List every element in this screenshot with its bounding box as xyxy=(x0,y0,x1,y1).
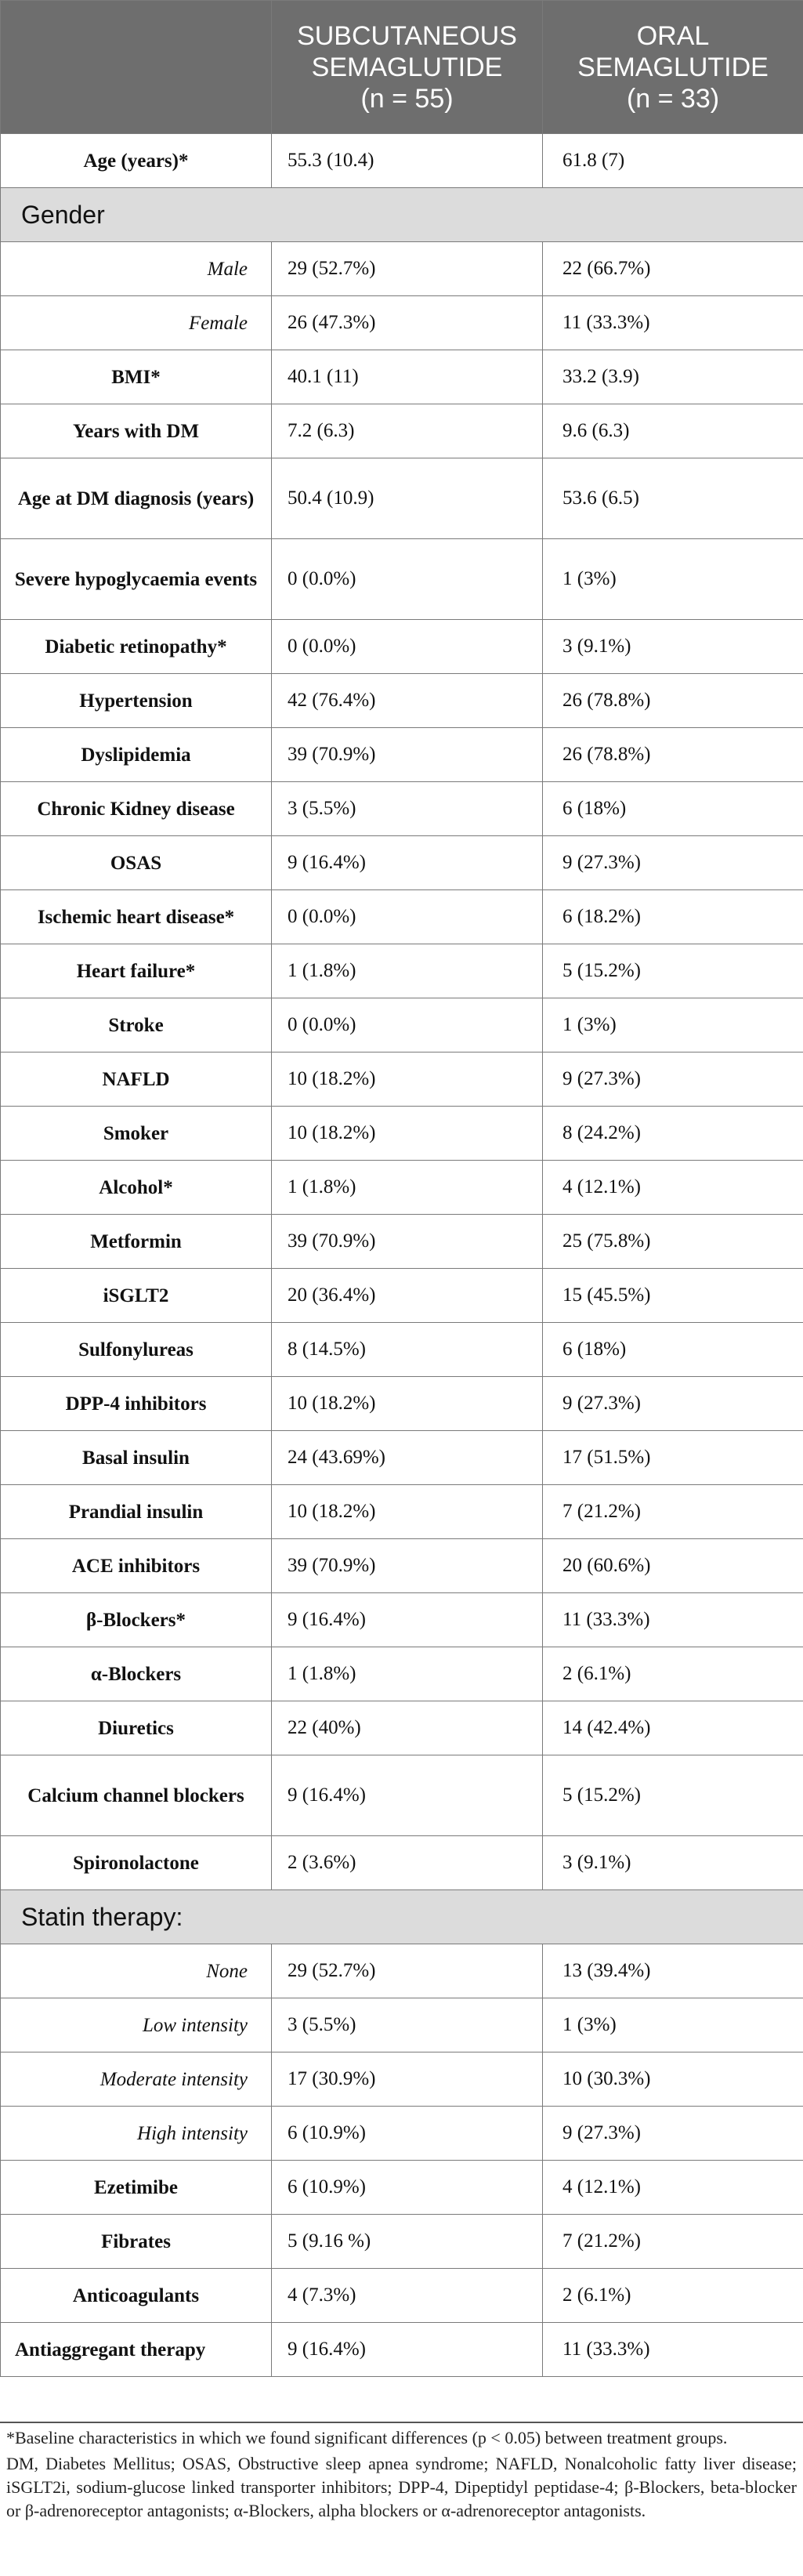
table-row xyxy=(1,728,803,782)
row-label: None xyxy=(1,1944,272,1998)
subcutaneous-value: 0 (0.0%) xyxy=(272,620,543,674)
table-row xyxy=(1,2161,803,2215)
section-fill xyxy=(272,188,803,242)
subcutaneous-value: 55.3 (10.4) xyxy=(272,134,543,188)
row-label: Hypertension xyxy=(1,674,272,728)
table-row xyxy=(1,782,803,836)
subcutaneous-value: 9 (16.4%) xyxy=(272,2323,543,2377)
row-label: Dyslipidemia xyxy=(1,728,272,782)
footnote-abbreviations: DM, Diabetes Mellitus; OSAS, Obstructive sleep apnea syndrome; NAFLD, Nonalcoholic fatty liver disease; iSGLT2i, sodium-glucose linked transporter inhibitors; DPP-4, Dipeptidyl peptidase-4; β-Blockers, beta-blocker or β-adrenoreceptor antagonists; α-Blockers, alpha blockers or α-adrenoreceptor antagonists. xyxy=(6,2454,797,2520)
row-label: DPP-4 inhibitors xyxy=(1,1377,272,1431)
oral-value: 7 (21.2%) xyxy=(543,2215,803,2269)
table-header xyxy=(1,1,803,134)
row-label: Spironolactone xyxy=(1,1836,272,1890)
subcutaneous-value: 42 (76.4%) xyxy=(272,674,543,728)
table-row xyxy=(1,1431,803,1485)
oral-value: 4 (12.1%) xyxy=(543,2161,803,2215)
subcutaneous-value: 9 (16.4%) xyxy=(272,1593,543,1647)
oral-value: 61.8 (7) xyxy=(543,134,803,188)
row-label: Years with DM xyxy=(1,404,272,458)
oral-value: 6 (18.2%) xyxy=(543,890,803,944)
table-row xyxy=(1,458,803,539)
table-row xyxy=(1,674,803,728)
subcutaneous-value: 8 (14.5%) xyxy=(272,1323,543,1377)
table-row xyxy=(1,1998,803,2052)
table-row xyxy=(1,1485,803,1539)
subcutaneous-value: 29 (52.7%) xyxy=(272,242,543,296)
oral-value: 9 (27.3%) xyxy=(543,1053,803,1107)
oral-value: 11 (33.3%) xyxy=(543,1593,803,1647)
subcutaneous-value: 39 (70.9%) xyxy=(272,1215,543,1269)
oral-value: 22 (66.7%) xyxy=(543,242,803,296)
subcutaneous-value: 7.2 (6.3) xyxy=(272,404,543,458)
row-label: Diuretics xyxy=(1,1701,272,1755)
table-row xyxy=(1,1836,803,1890)
subcutaneous-value: 29 (52.7%) xyxy=(272,1944,543,1998)
oral-value: 1 (3%) xyxy=(543,1998,803,2052)
row-label: BMI* xyxy=(1,350,272,404)
oral-value: 53.6 (6.5) xyxy=(543,458,803,539)
section-fill xyxy=(272,1890,803,1944)
oral-value: 1 (3%) xyxy=(543,998,803,1053)
oral-value: 2 (6.1%) xyxy=(543,1647,803,1701)
row-label: Fibrates xyxy=(1,2215,272,2269)
table-row xyxy=(1,1755,803,1836)
row-label: High intensity xyxy=(1,2107,272,2161)
row-label: Alcohol* xyxy=(1,1161,272,1215)
subcutaneous-value: 0 (0.0%) xyxy=(272,890,543,944)
subcutaneous-value: 5 (9.16 %) xyxy=(272,2215,543,2269)
row-label: Smoker xyxy=(1,1107,272,1161)
section-label: Gender xyxy=(1,188,272,242)
row-label: Basal insulin xyxy=(1,1431,272,1485)
row-label: Diabetic retinopathy* xyxy=(1,620,272,674)
table-body xyxy=(1,134,803,2377)
row-label: Stroke xyxy=(1,998,272,1053)
row-label: Heart failure* xyxy=(1,944,272,998)
subcutaneous-value: 39 (70.9%) xyxy=(272,728,543,782)
subcutaneous-value: 3 (5.5%) xyxy=(272,782,543,836)
subcutaneous-value: 10 (18.2%) xyxy=(272,1377,543,1431)
header-subcutaneous: SUBCUTANEOUS SEMAGLUTIDE (n = 55) xyxy=(272,1,543,134)
table-row xyxy=(1,539,803,620)
oral-value: 1 (3%) xyxy=(543,539,803,620)
section-label: Statin therapy: xyxy=(1,1890,272,1944)
row-label: Sulfonylureas xyxy=(1,1323,272,1377)
table-row xyxy=(1,1944,803,1998)
oral-value: 9 (27.3%) xyxy=(543,836,803,890)
oral-value: 13 (39.4%) xyxy=(543,1944,803,1998)
oral-value: 3 (9.1%) xyxy=(543,620,803,674)
section-header-row xyxy=(1,188,803,242)
oral-value: 6 (18%) xyxy=(543,782,803,836)
table-row xyxy=(1,1593,803,1647)
table-row xyxy=(1,944,803,998)
row-label: Ezetimibe xyxy=(1,2161,272,2215)
row-label: Calcium channel blockers xyxy=(1,1755,272,1836)
row-label: Female xyxy=(1,296,272,350)
subcutaneous-value: 9 (16.4%) xyxy=(272,1755,543,1836)
oral-value: 7 (21.2%) xyxy=(543,1485,803,1539)
table-row xyxy=(1,890,803,944)
subcutaneous-value: 9 (16.4%) xyxy=(272,836,543,890)
subcutaneous-value: 6 (10.9%) xyxy=(272,2107,543,2161)
table-row xyxy=(1,1377,803,1431)
row-label: Prandial insulin xyxy=(1,1485,272,1539)
oral-value: 2 (6.1%) xyxy=(543,2269,803,2323)
table-row xyxy=(1,1269,803,1323)
oral-value: 9 (27.3%) xyxy=(543,2107,803,2161)
table-row xyxy=(1,1323,803,1377)
table-row xyxy=(1,1053,803,1107)
header-blank-cell xyxy=(1,1,272,134)
oral-value: 33.2 (3.9) xyxy=(543,350,803,404)
oral-value: 20 (60.6%) xyxy=(543,1539,803,1593)
footnote-significance: *Baseline characteristics in which we found significant differences (p < 0.05) between treatment groups. xyxy=(6,2428,728,2447)
oral-value: 5 (15.2%) xyxy=(543,944,803,998)
row-label: Male xyxy=(1,242,272,296)
subcutaneous-value: 22 (40%) xyxy=(272,1701,543,1755)
row-label: Antiaggregant therapy xyxy=(1,2323,272,2377)
row-label: Chronic Kidney disease xyxy=(1,782,272,836)
oral-value: 9.6 (6.3) xyxy=(543,404,803,458)
row-label: Moderate intensity xyxy=(1,2052,272,2107)
subcutaneous-value: 39 (70.9%) xyxy=(272,1539,543,1593)
row-label: Low intensity xyxy=(1,1998,272,2052)
row-label: Ischemic heart disease* xyxy=(1,890,272,944)
oral-value: 11 (33.3%) xyxy=(543,2323,803,2377)
table-row xyxy=(1,2323,803,2377)
oral-value: 8 (24.2%) xyxy=(543,1107,803,1161)
subcutaneous-value: 40.1 (11) xyxy=(272,350,543,404)
subcutaneous-value: 26 (47.3%) xyxy=(272,296,543,350)
table-row xyxy=(1,296,803,350)
oral-value: 5 (15.2%) xyxy=(543,1755,803,1836)
table-row xyxy=(1,1161,803,1215)
table-row xyxy=(1,2107,803,2161)
oral-value: 11 (33.3%) xyxy=(543,296,803,350)
header-oral: ORAL SEMAGLUTIDE (n = 33) xyxy=(543,1,803,134)
subcutaneous-value: 0 (0.0%) xyxy=(272,539,543,620)
subcutaneous-value: 10 (18.2%) xyxy=(272,1485,543,1539)
subcutaneous-value: 10 (18.2%) xyxy=(272,1053,543,1107)
subcutaneous-value: 1 (1.8%) xyxy=(272,944,543,998)
subcutaneous-value: 50.4 (10.9) xyxy=(272,458,543,539)
oral-value: 6 (18%) xyxy=(543,1323,803,1377)
table-row xyxy=(1,1539,803,1593)
subcutaneous-value: 10 (18.2%) xyxy=(272,1107,543,1161)
subcutaneous-value: 2 (3.6%) xyxy=(272,1836,543,1890)
subcutaneous-value: 1 (1.8%) xyxy=(272,1161,543,1215)
subcutaneous-value: 4 (7.3%) xyxy=(272,2269,543,2323)
oral-value: 15 (45.5%) xyxy=(543,1269,803,1323)
table-row xyxy=(1,836,803,890)
oral-value: 3 (9.1%) xyxy=(543,1836,803,1890)
row-label: OSAS xyxy=(1,836,272,890)
subcutaneous-value: 1 (1.8%) xyxy=(272,1647,543,1701)
table-row xyxy=(1,350,803,404)
row-label: Anticoagulants xyxy=(1,2269,272,2323)
table-row xyxy=(1,1215,803,1269)
subcutaneous-value: 0 (0.0%) xyxy=(272,998,543,1053)
table-row xyxy=(1,404,803,458)
oral-value: 26 (78.8%) xyxy=(543,728,803,782)
row-label: β-Blockers* xyxy=(1,1593,272,1647)
row-label: Age (years)* xyxy=(1,134,272,188)
oral-value: 9 (27.3%) xyxy=(543,1377,803,1431)
subcutaneous-value: 6 (10.9%) xyxy=(272,2161,543,2215)
row-label: ACE inhibitors xyxy=(1,1539,272,1593)
oral-value: 25 (75.8%) xyxy=(543,1215,803,1269)
table-row xyxy=(1,998,803,1053)
table-row xyxy=(1,1107,803,1161)
table-row xyxy=(1,2052,803,2107)
row-label: Severe hypoglycaemia events xyxy=(1,539,272,620)
table-row xyxy=(1,620,803,674)
oral-value: 4 (12.1%) xyxy=(543,1161,803,1215)
table-row xyxy=(1,242,803,296)
subcutaneous-value: 24 (43.69%) xyxy=(272,1431,543,1485)
table-row xyxy=(1,2269,803,2323)
oral-value: 14 (42.4%) xyxy=(543,1701,803,1755)
subcutaneous-value: 3 (5.5%) xyxy=(272,1998,543,2052)
row-label: Age at DM diagnosis (years) xyxy=(1,458,272,539)
row-label: NAFLD xyxy=(1,1053,272,1107)
row-label: Metformin xyxy=(1,1215,272,1269)
table-row xyxy=(1,2215,803,2269)
row-label: α-Blockers xyxy=(1,1647,272,1701)
subcutaneous-value: 20 (36.4%) xyxy=(272,1269,543,1323)
oral-value: 10 (30.3%) xyxy=(543,2052,803,2107)
header-row xyxy=(1,1,803,134)
table-row xyxy=(1,1647,803,1701)
oral-value: 26 (78.8%) xyxy=(543,674,803,728)
table-footnotes xyxy=(0,2422,803,2525)
subcutaneous-value: 17 (30.9%) xyxy=(272,2052,543,2107)
table-row xyxy=(1,1701,803,1755)
row-label: iSGLT2 xyxy=(1,1269,272,1323)
table-row xyxy=(1,134,803,188)
oral-value: 17 (51.5%) xyxy=(543,1431,803,1485)
section-header-row xyxy=(1,1890,803,1944)
